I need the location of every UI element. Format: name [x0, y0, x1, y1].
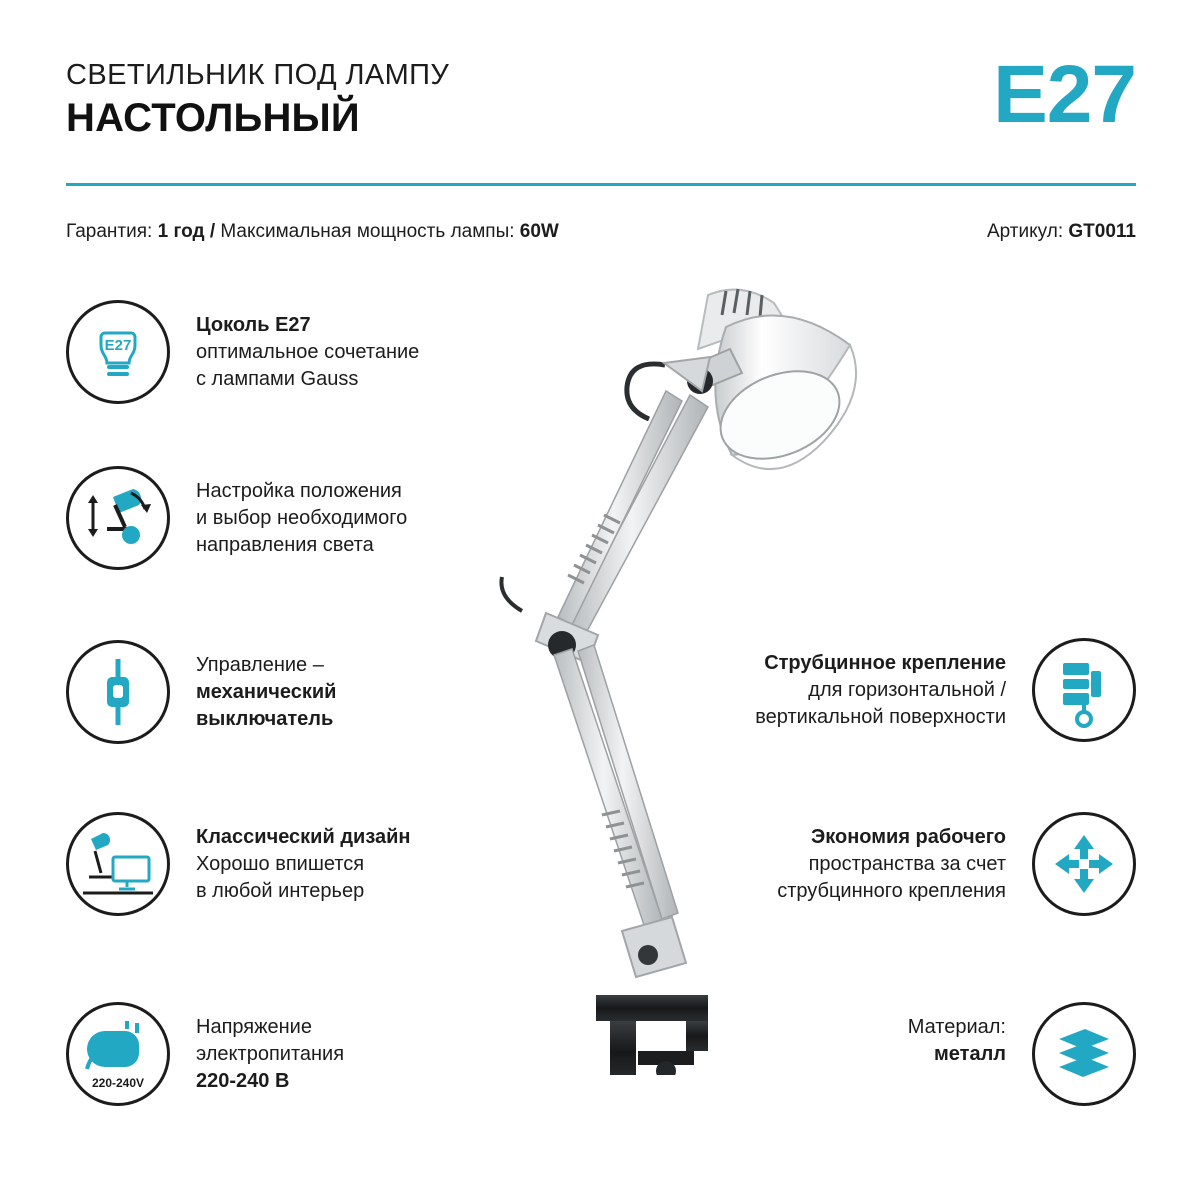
feature-line-2: для горизонтальной /	[808, 679, 1006, 701]
feature-line-1: Классический дизайн	[196, 826, 411, 848]
feature-line-1: Настройка положения	[196, 480, 402, 502]
feature-line-1: Напряжение	[196, 1016, 312, 1038]
article-label: Артикул:	[986, 221, 1064, 242]
socket-type-badge: E27	[993, 49, 1136, 140]
feature-line-1: Материал:	[907, 1016, 1006, 1038]
power-label: Максимальная мощность лампы:	[220, 221, 515, 242]
clamp-mount-icon	[1032, 638, 1136, 742]
article-value: GT0011	[1068, 221, 1136, 242]
desk-lamp-monitor-icon	[66, 812, 170, 916]
feature-line-1: Управление –	[196, 654, 324, 676]
warranty-and-power	[66, 218, 559, 246]
feature-line-2: механический	[196, 681, 337, 703]
feature-line-2: оптимальное сочетание	[196, 341, 420, 363]
metal-sheets-icon	[1032, 1002, 1136, 1106]
svg-text:E27: E27	[104, 337, 132, 354]
power-plug-icon	[66, 1002, 170, 1106]
feature-line-1: Струбцинное крепление	[764, 652, 1006, 674]
feature-line-2: пространства за счет	[808, 853, 1006, 875]
article-info	[987, 218, 1136, 246]
title-block	[66, 58, 449, 142]
warranty-value: 1 год	[157, 221, 205, 242]
feature-line-3: выключатель	[196, 708, 334, 730]
feature-line-2: и выбор необходимого	[196, 507, 408, 529]
feature-line-3: струбцинного крепления	[777, 880, 1006, 902]
feature-line-2: Хорошо впишется	[196, 853, 365, 875]
subheader	[66, 218, 1136, 246]
feature-line-3: с лампами Gauss	[196, 368, 359, 390]
feature-line-2: металл	[934, 1043, 1006, 1065]
feature-line-1: Экономия рабочего	[811, 826, 1006, 848]
subheader-separator: /	[209, 221, 216, 242]
four-arrows-icon	[1032, 812, 1136, 916]
feature-line-3: 220-240 В	[196, 1070, 290, 1092]
feature-switch-text	[196, 640, 336, 733]
feature-voltage-text	[196, 1002, 344, 1095]
voltage-badge-label: 220-240V	[91, 1076, 145, 1090]
page-title-small: СВЕТИЛЬНИК ПОД ЛАМПУ	[66, 59, 450, 91]
header-divider	[66, 183, 1136, 186]
feature-line-3: в любой интерьер	[196, 880, 365, 902]
feature-line-1: Цоколь E27	[196, 314, 311, 336]
feature-line-3: вертикальной поверхности	[755, 706, 1006, 728]
feature-line-3: направления света	[196, 534, 374, 556]
feature-line-2: электропитания	[196, 1043, 345, 1065]
lamp-socket-e27-icon	[66, 300, 170, 404]
feature-position-adjust-text	[196, 466, 407, 559]
header	[66, 49, 1136, 188]
warranty-label: Гарантия:	[66, 221, 153, 242]
feature-classic-design-text	[196, 812, 411, 905]
feature-socket-e27-text	[196, 300, 419, 393]
adjustable-lamp-arrows-icon	[66, 466, 170, 570]
page-title: НАСТОЛЬНЫЙ	[66, 96, 360, 140]
desk-lamp-with-clamp-photo	[450, 255, 920, 1075]
rocker-switch-icon	[66, 640, 170, 744]
power-value: 60W	[519, 221, 559, 242]
feature-material-text	[908, 1002, 1006, 1068]
